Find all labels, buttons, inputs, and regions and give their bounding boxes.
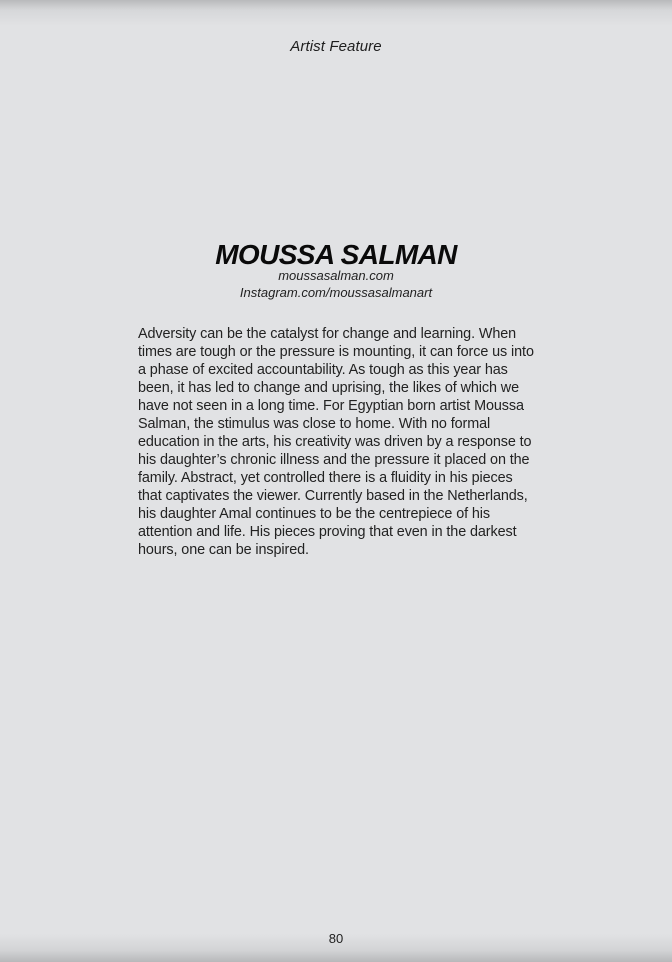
page-number: 80 <box>328 931 344 946</box>
article-body: Adversity can be the catalyst for change and learning. When times are tough or the pressure is mounting, it can force us into a phase of excited accountability. As tough as this year has been, it has led to change and uprising, the likes of which we have not seen in a long time. For Egyptian born artist Moussa Salman, the stimulus was close to home. With no formal education in the arts, his creativity was driven by a response to his daughter’s chronic illness and the pressure it placed on the family. Abstract, yet controlled there is a fluidity in his pieces that captivates the viewer. Currently based in the Netherlands, his daughter Amal continues to be the centrepiece of his attention and life. His pieces proving that even in the darkest hours, one can be inspired. <box>138 326 534 558</box>
artist-name: MOUSSA SALMAN <box>215 239 457 270</box>
artist-header <box>0 238 672 301</box>
section-label: Artist Feature <box>290 38 382 55</box>
artist-website: moussasalman.com <box>278 268 394 283</box>
artist-instagram: Instagram.com/moussasalmanart <box>239 285 433 300</box>
